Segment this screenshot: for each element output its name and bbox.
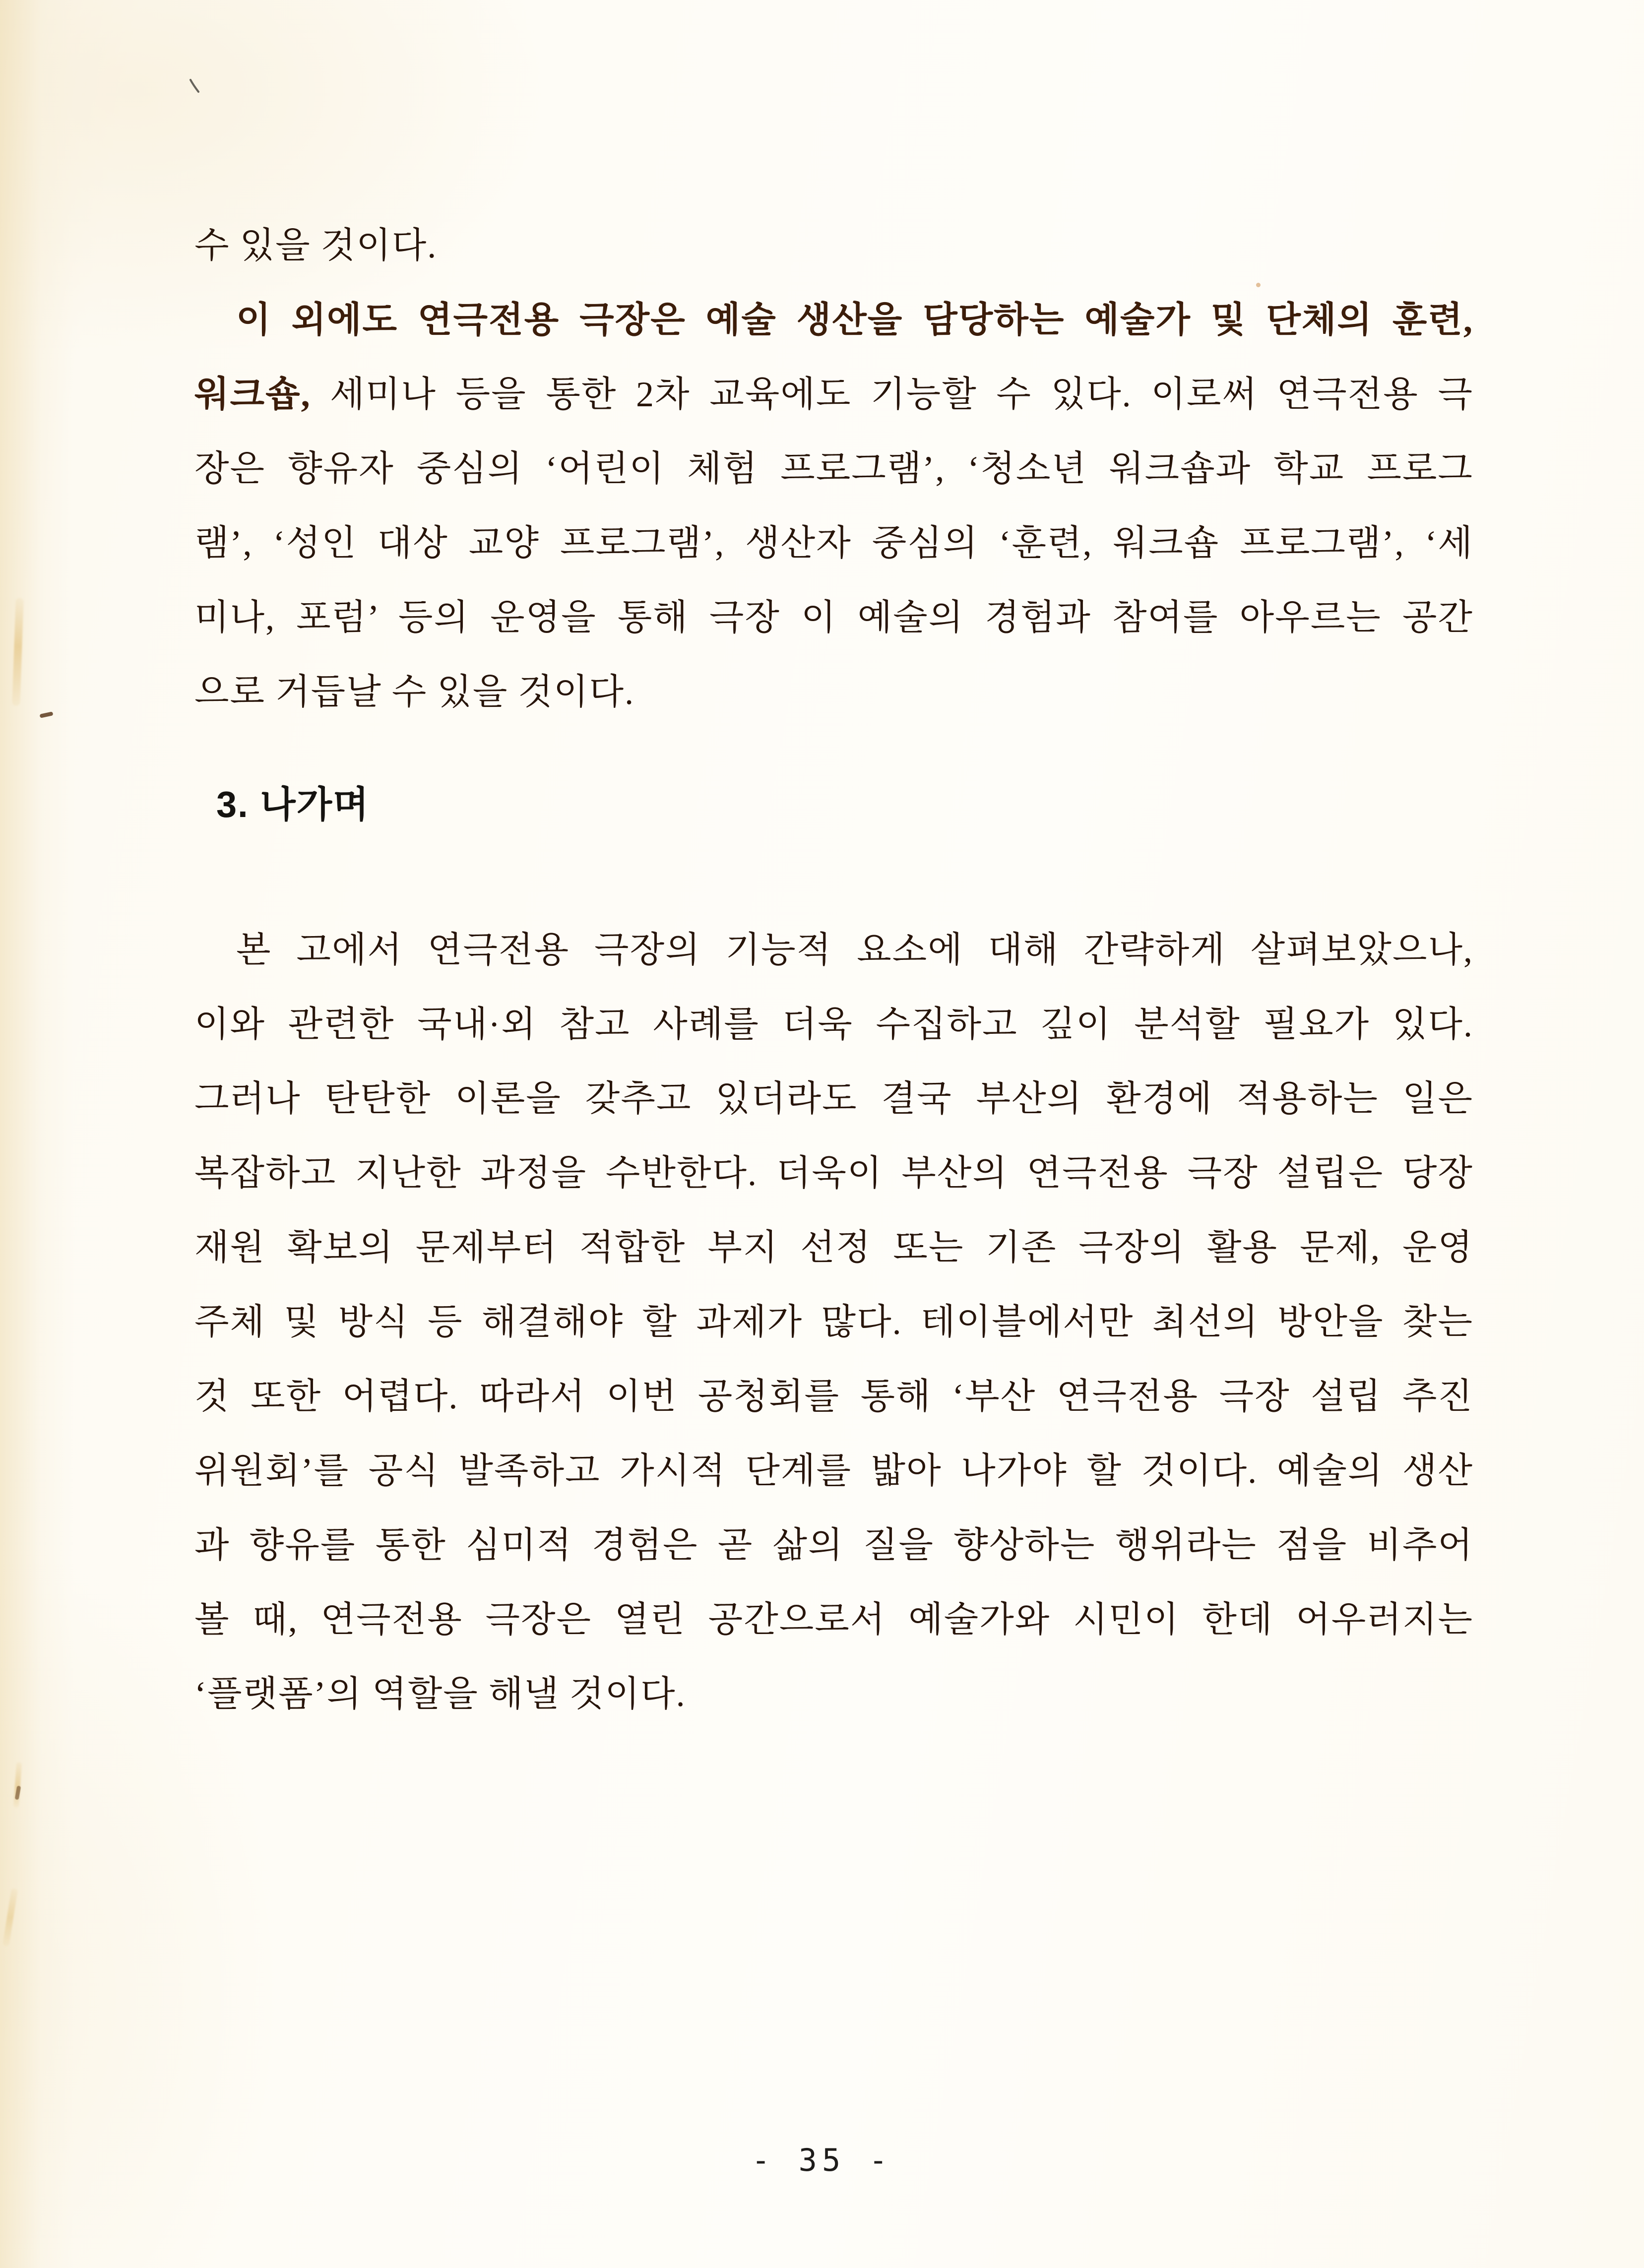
paragraph-line: 복잡하고 지난한 과정을 수반한다. 더욱이 부산의 연극전용 극장 설립은 당장 bbox=[194, 1153, 1473, 1193]
paragraph-line bbox=[194, 357, 1473, 432]
body-text-block-2 bbox=[194, 913, 1473, 1731]
paragraph-line: 미나, 포럼’ 등의 운영을 통해 극장 이 예술의 경험과 참여를 아우르는 공간 bbox=[194, 598, 1473, 637]
paragraph-line: 장은 향유자 중심의 ‘어린이 체험 프로그램’, ‘청소년 워크숍과 학교 프로그 bbox=[194, 449, 1473, 489]
paragraph-line: 수 있을 것이다. bbox=[194, 226, 438, 265]
scan-stray-mark bbox=[189, 78, 200, 96]
paragraph-line: 이 외에도 연극전용 극장은 예술 생산을 담당하는 예술가 및 단체의 훈련, bbox=[236, 300, 1473, 340]
emphasized-word: 워크숍, bbox=[194, 375, 311, 414]
paragraph-line: 볼 때, 연극전용 극장은 열린 공간으로서 예술가와 시민이 한데 어우러지는 bbox=[194, 1600, 1473, 1639]
paragraph-line: 본 고에서 연극전용 극장의 기능적 요소에 대해 간략하게 살펴보았으나, bbox=[236, 930, 1473, 970]
paragraph-line: 위원회’를 공식 발족하고 가시적 단계를 밟아 나가야 할 것이다. 예술의 생산 bbox=[194, 1451, 1473, 1491]
paragraph-line: ‘플랫폼’의 역할을 해낼 것이다. bbox=[194, 1674, 686, 1714]
paragraph-line: 과 향유를 통한 심미적 경험은 곧 삶의 질을 향상하는 행위라는 점을 비추어 bbox=[194, 1525, 1473, 1565]
paragraph-line: 으로 거듭날 수 있을 것이다. bbox=[194, 672, 635, 712]
paragraph-line: 램’, ‘성인 대상 교양 프로그램’, 생산자 중심의 ‘훈련, 워크숍 프로그램’, ‘세 bbox=[194, 523, 1473, 563]
section-heading: 3. 나가며 bbox=[216, 784, 370, 825]
paragraph-line: 주체 및 방식 등 해결해야 할 과제가 많다. 테이블에서만 최선의 방안을 찾는 bbox=[194, 1302, 1473, 1342]
page-number: - 35 - bbox=[752, 2142, 892, 2178]
paragraph-line-text: 세미나 등을 통한 2차 교육에도 기능할 수 있다. 이로써 연극전용 극 bbox=[311, 375, 1473, 414]
body-text-block-1 bbox=[194, 208, 1473, 729]
paragraph-line: 그러나 탄탄한 이론을 갖추고 있더라도 결국 부산의 환경에 적용하는 일은 bbox=[194, 1079, 1473, 1119]
paragraph-line: 재원 확보의 문제부터 적합한 부지 선정 또는 기존 극장의 활용 문제, 운영 bbox=[194, 1228, 1473, 1267]
paragraph-line: 이와 관련한 국내·외 참고 사례를 더욱 수집하고 깊이 분석할 필요가 있다. bbox=[194, 1005, 1473, 1044]
paragraph-line: 것 또한 어렵다. 따라서 이번 공청회를 통해 ‘부산 연극전용 극장 설립 추진 bbox=[194, 1377, 1473, 1416]
